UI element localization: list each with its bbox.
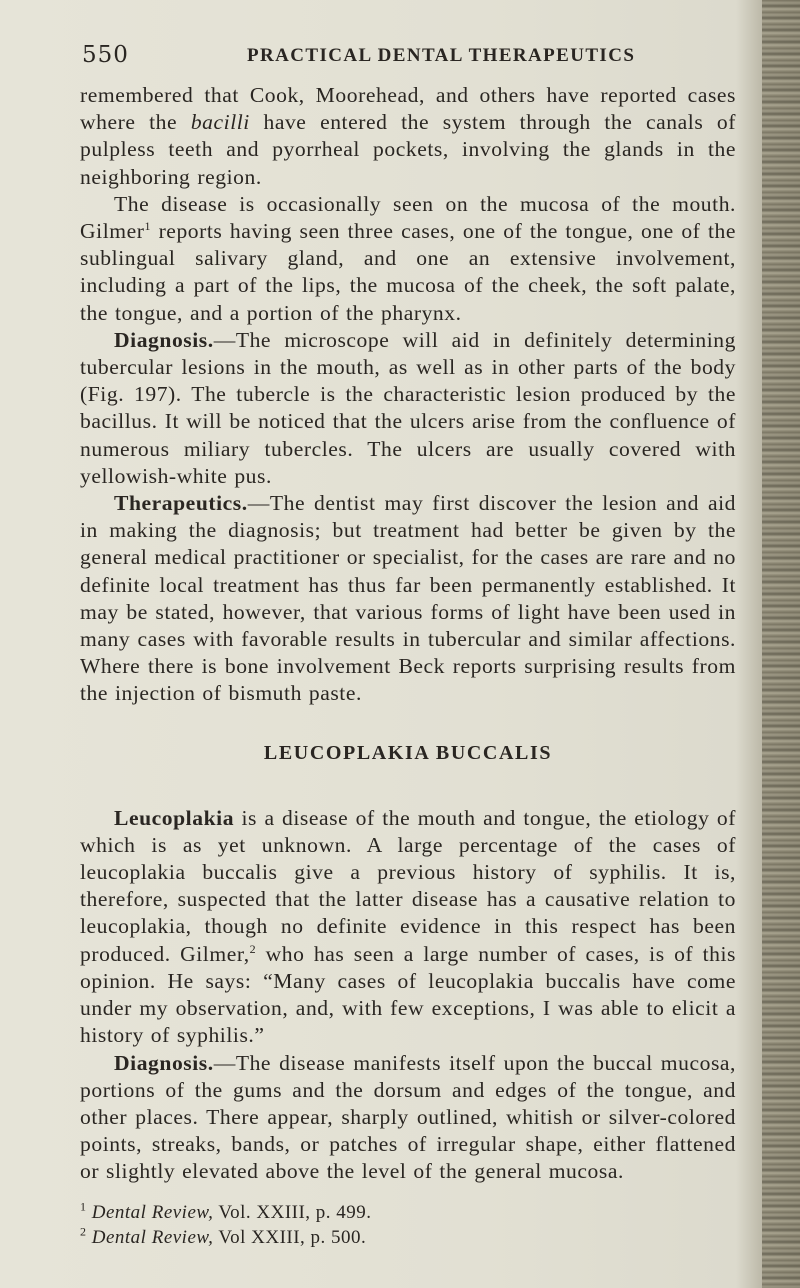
text-run: have entered the system through the canals of pulpless teeth and pyorrheal pockets, involving the glands in the neighboring region. (80, 110, 736, 189)
running-head: PRACTICAL DENTAL THERAPEUTICS (247, 45, 636, 66)
page-edge-shadow (762, 0, 800, 1288)
paragraph-leucoplakia (80, 805, 736, 1050)
footnote (80, 1200, 736, 1225)
text-run: —The disease manifests itself upon the buccal mucosa, portions of the gums and the dorsum and edges of the tongue, and other places. There appear, sharply outlined, whitish or silver-colored points, streaks, bands, or patches of irregular shape, either flattened or slightly elevated above the level of the general mucosa. (80, 1050, 736, 1184)
text-run: who has seen a large number of cases, is of this opinion. He says: “Many cases of leucoplakia buccalis have come under my observation, and, with few exceptions, I was able to elicit a history of syphilis.” (80, 941, 736, 1048)
run-in-heading: Diagnosis. (114, 327, 214, 352)
text-run: —The dentist may first discover the lesion and aid in making the diagnosis; but treatment had better be given by the general medical practitioner or specialist, for the cases are rare and no definite local treatment has thus far been permanently established. It may be stated, however, that various forms of light have been used in many cases with favorable results in tubercular and similar affections. Where there is bone involvement Beck reports surprising results from the injection of bismuth paste. (80, 491, 736, 706)
footnote-source: Dental Review, (91, 1201, 214, 1223)
paragraph-continuation (80, 82, 736, 191)
footnote-mark: 2 (80, 1224, 87, 1239)
paragraph-therapeutics (80, 490, 736, 708)
footnote-ref: 1 (144, 218, 152, 233)
paragraph-mucosa (80, 191, 736, 327)
paragraph-diagnosis (80, 327, 736, 490)
text-run: —The microscope will aid in definitely determining tubercular lesions in the mouth, as well as in other parts of the body (Fig. 197). The tubercle is the characteristic lesion produced by the bacillus. It will be noticed that the ulcers arise from the confluence of numerous miliary tubercles. The ulcers are usually covered with yellowish-white pus. (80, 327, 736, 488)
footnote-ref-text: Vol. XXIII, p. 499. (213, 1201, 372, 1223)
text-run: is a disease of the mouth and tongue, the etiology of which is as yet unknown. A large percentage of the cases of leucoplakia buccalis give a previous history of syphilis. It is, therefore, suspected that the latter disease has a causative relation to leucoplakia, though no definite evidence in this respect has been produced. Gilmer, (80, 805, 736, 966)
run-in-heading: Diagnosis. (114, 1050, 214, 1075)
footnote-ref: 2 (249, 941, 257, 956)
footnote-ref-text: Vol XXIII, p. 500. (213, 1226, 367, 1248)
page-number: 550 (82, 42, 129, 68)
run-in-heading: Therapeutics. (114, 491, 248, 516)
run-in-heading: Leucoplakia (114, 805, 235, 830)
page-body (80, 82, 736, 1250)
paragraph-diagnosis-leucoplakia (80, 1050, 736, 1186)
section-title: LEUCOPLAKIA BUCCALIS (263, 741, 553, 764)
page-header (82, 42, 732, 78)
text-run: The disease is occasionally seen on the mucosa of the mouth. Gilmer (80, 191, 736, 244)
footnotes (80, 1200, 736, 1250)
italic-term: bacilli (190, 110, 250, 135)
footnote (80, 1225, 736, 1250)
footnote-source: Dental Review, (91, 1226, 214, 1248)
text-run: remembered that Cook, Moorehead, and others have reported cases where the (80, 83, 736, 135)
footnote-mark: 1 (80, 1199, 87, 1214)
text-run: reports having seen three cases, one of the tongue, one of the sublingual salivary gland, and one an extensive involvement, including a part of the lips, the mucosa of the cheek, the soft palate, the tongue, and a portion of the pharynx. (80, 219, 736, 325)
